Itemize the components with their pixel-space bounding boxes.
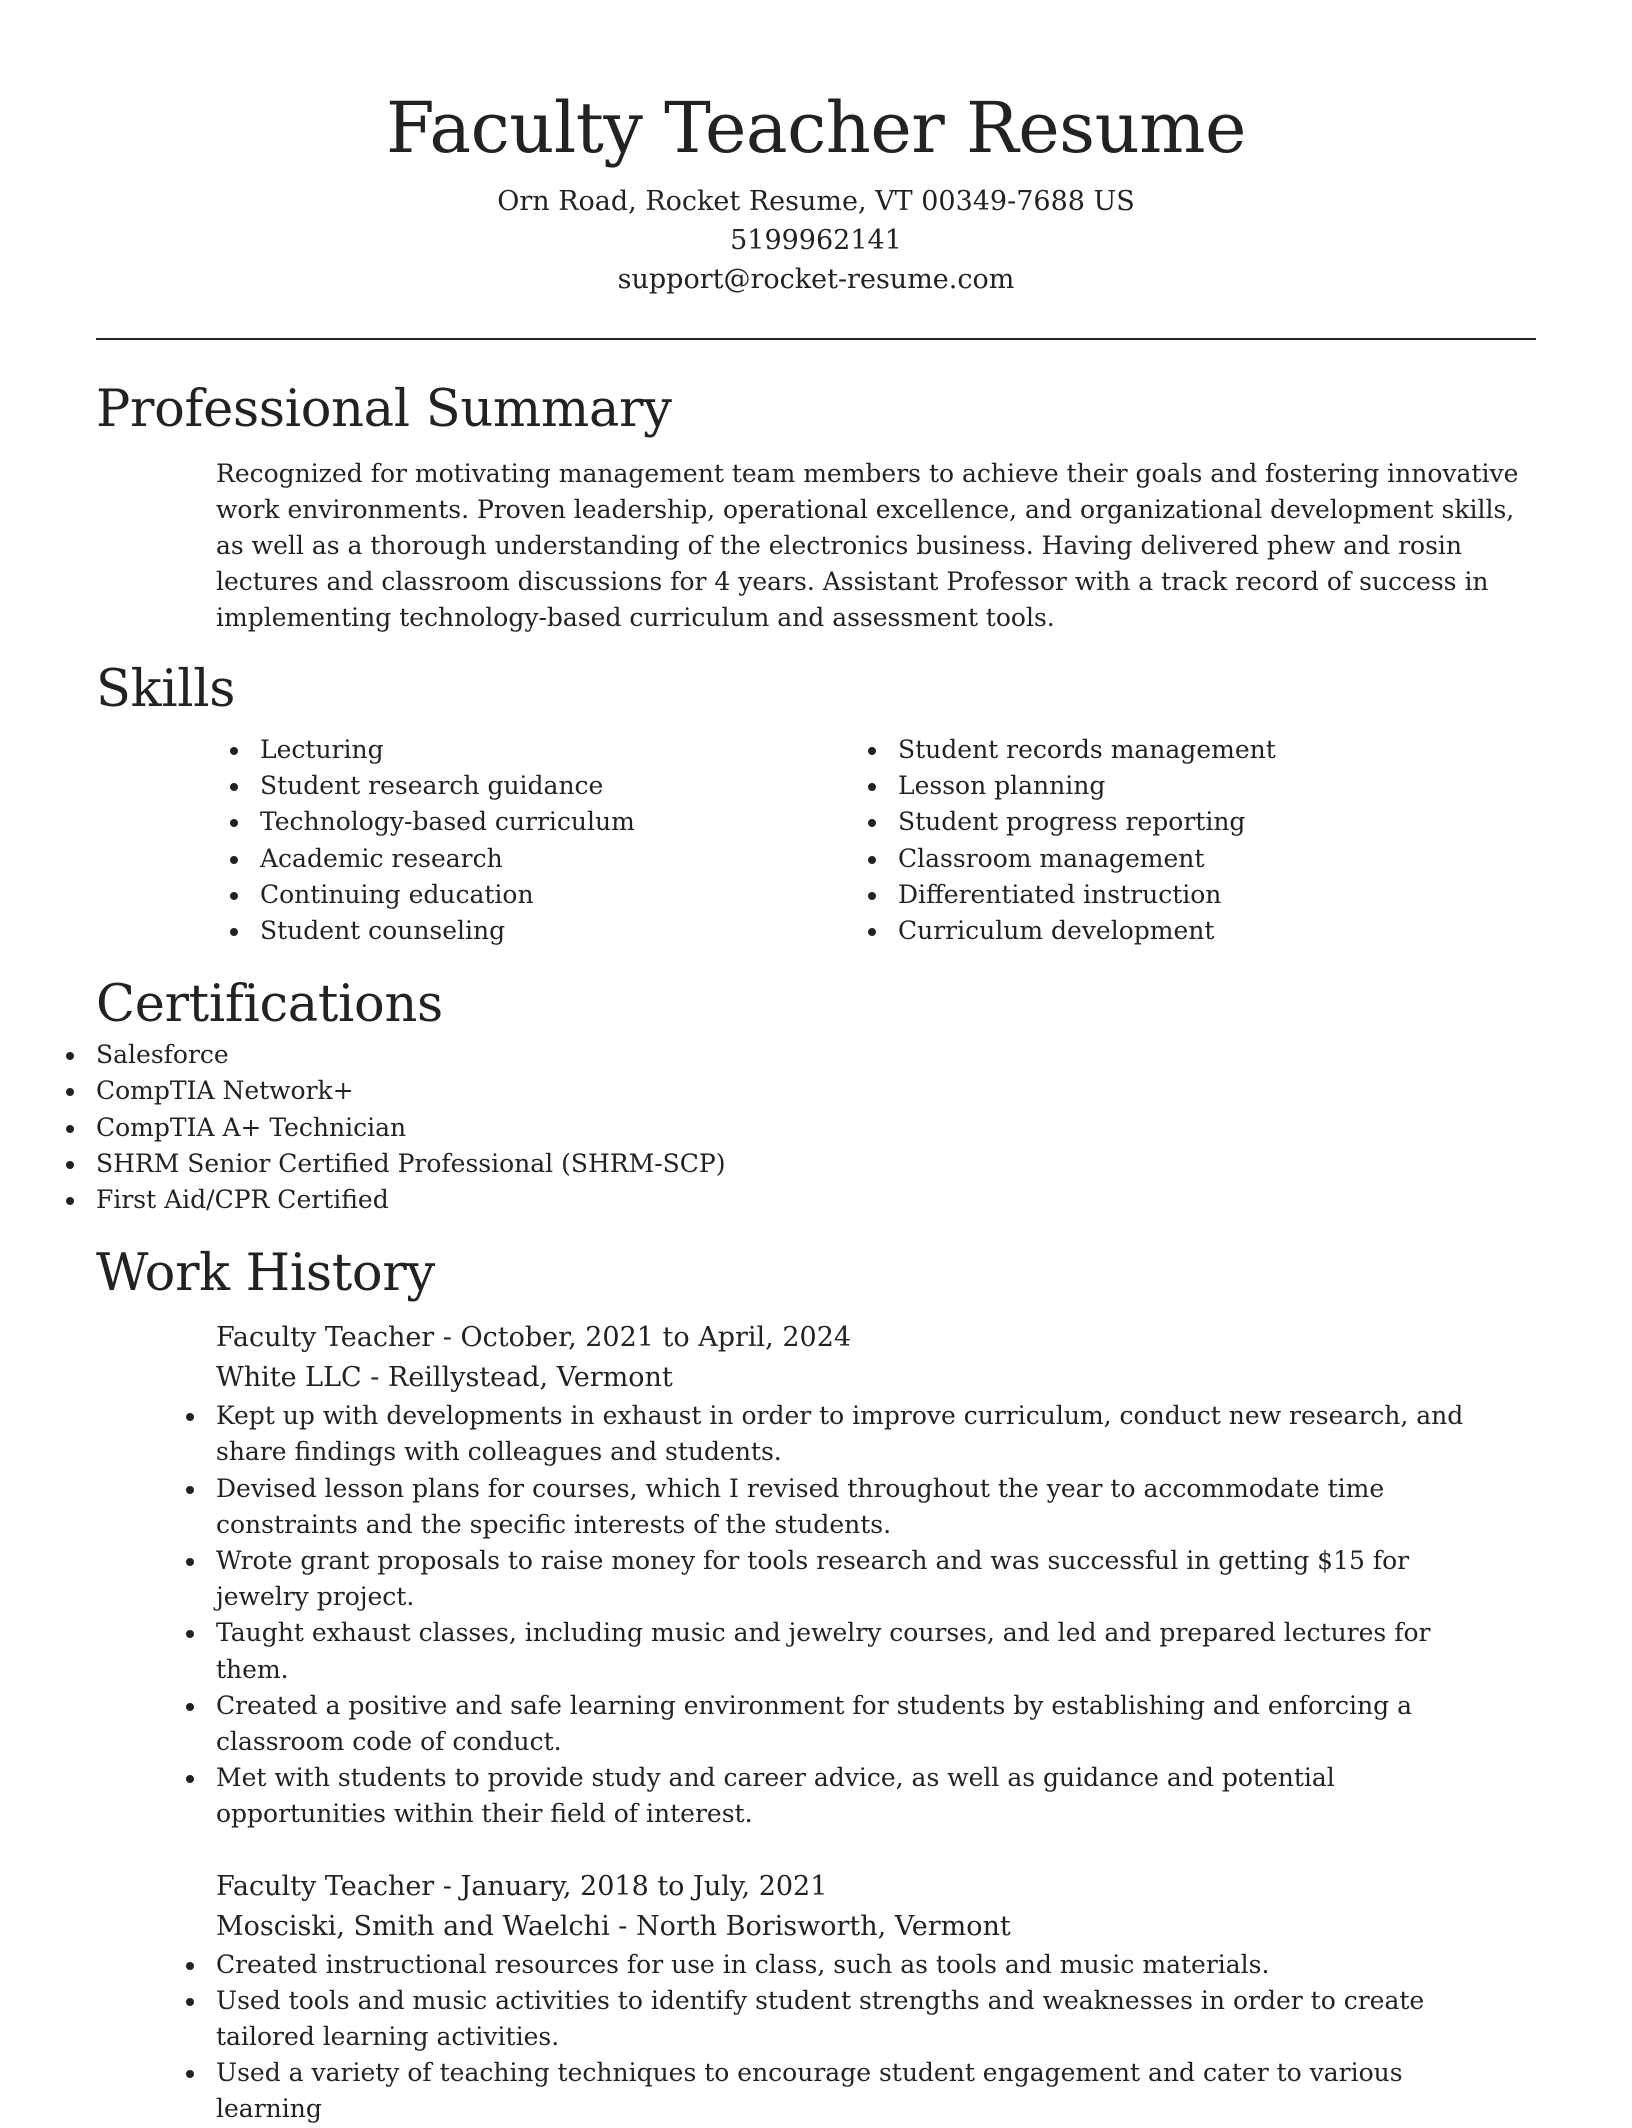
skills-section [96, 658, 1536, 949]
skill-item: Lesson planning [898, 768, 1536, 804]
skill-item: Student counseling [260, 913, 898, 949]
skill-item: Academic research [260, 841, 898, 877]
certification-item: CompTIA A+ Technician [96, 1110, 1536, 1146]
job-title-dates: Faculty Teacher - October, 2021 to April, 2024 [216, 1322, 852, 1354]
certifications-section [96, 973, 1536, 1218]
section-heading-summary: Professional Summary [96, 380, 672, 439]
section-heading-certifications: Certifications [96, 975, 443, 1035]
skills-list-right [898, 732, 1536, 949]
section-heading-work-history: Work History [96, 1244, 435, 1304]
skill-item: Student records management [898, 732, 1536, 768]
resume-page [96, 0, 1536, 2128]
job-entry [216, 1318, 1536, 1832]
section-heading-skills: Skills [96, 660, 236, 719]
skills-list-left [260, 732, 898, 949]
job-entry [216, 1867, 1536, 2128]
job-duties-list [216, 1947, 1496, 2128]
skill-item: Student research guidance [260, 768, 898, 804]
skill-item: Student progress reporting [898, 804, 1536, 840]
work-history-section [96, 1242, 1536, 2127]
job-duty-item: Met with students to provide study and career advice, as well as guidance and potential opportunities within their field of interest. [216, 1760, 1496, 1832]
job-duty-item: Created a positive and safe learning environment for students by establishing and enforcing a classroom code of conduct. [216, 1688, 1496, 1760]
skill-item: Classroom management [898, 841, 1536, 877]
skills-columns [260, 732, 1536, 949]
skill-item: Curriculum development [898, 913, 1536, 949]
job-duty-item: Kept up with developments in exhaust in order to improve curriculum, conduct new research, and share findings with colleagues and students. [216, 1398, 1496, 1470]
summary-section [96, 378, 1536, 636]
skill-item: Lecturing [260, 732, 898, 768]
job-duty-item: Devised lesson plans for courses, which I revised throughout the year to accommodate time constraints and the specific interests of the students. [216, 1471, 1496, 1543]
job-duties-list [216, 1398, 1496, 1832]
resume-title: Faculty Teacher Resume [386, 87, 1246, 169]
email-address: support@rocket-resume.com [617, 264, 1015, 295]
job-duty-item: Wrote grant proposals to raise money for tools research and was successful in getting $15 for jewelry project. [216, 1543, 1496, 1615]
job-company-location: White LLC - Reillystead, Vermont [216, 1362, 673, 1394]
job-duty-item: Used tools and music activities to identify student strengths and weaknesses in order to create tailored learning activities. [216, 1983, 1496, 2055]
certifications-list [96, 1037, 1536, 1218]
certification-item: Salesforce [96, 1037, 1536, 1073]
address: Orn Road, Rocket Resume, VT 00349-7688 US [497, 186, 1135, 217]
certification-item: First Aid/CPR Certified [96, 1182, 1536, 1218]
job-duty-item: Taught exhaust classes, including music and jewelry courses, and led and prepared lectures for them. [216, 1615, 1496, 1687]
job-company-location: Mosciski, Smith and Waelchi - North Borisworth, Vermont [216, 1910, 1011, 1942]
skill-item: Technology-based curriculum [260, 804, 898, 840]
certification-item: SHRM Senior Certified Professional (SHRM-SCP) [96, 1146, 1536, 1182]
contact-info [96, 182, 1536, 299]
job-duty-item: Used a variety of teaching techniques to encourage student engagement and cater to various learning [216, 2055, 1496, 2127]
header-divider [96, 338, 1536, 340]
summary-text: Recognized for motivating management team members to achieve their goals and fostering innovative work environments. Proven leadership, operational excellence, and organizational development skills, as well as a thorough understanding of the electronics business. Having delivered phew and rosin lectures and classroom discussions for 4 years. Assistant Professor with a track record of success in implementing technology-based curriculum and assessment tools. [216, 459, 1519, 632]
job-duty-item: Created instructional resources for use in class, such as tools and music materials. [216, 1947, 1496, 1983]
skill-item: Continuing education [260, 877, 898, 913]
job-title-dates: Faculty Teacher - January, 2018 to July, 2021 [216, 1870, 828, 1902]
certification-item: CompTIA Network+ [96, 1073, 1536, 1109]
skill-item: Differentiated instruction [898, 877, 1536, 913]
phone-number: 5199962141 [730, 225, 902, 256]
